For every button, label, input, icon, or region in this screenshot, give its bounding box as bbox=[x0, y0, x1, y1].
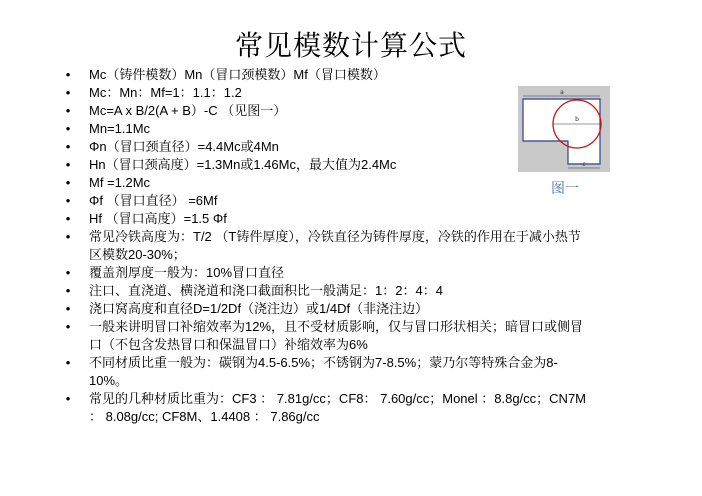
list-item: • 覆盖剂厚度一般为：10%冒口直径 bbox=[62, 264, 632, 282]
bullet-icon: • bbox=[65, 103, 71, 118]
bullet-icon: • bbox=[65, 283, 71, 298]
bullet-icon: • bbox=[65, 139, 71, 154]
bullet-icon: • bbox=[65, 301, 71, 316]
bullet-icon: • bbox=[65, 157, 71, 172]
slide-title: 常见模数计算公式 bbox=[234, 29, 467, 62]
list-item: • 不同材质比重一般为：碳钢为4.5-6.5%；不锈钢为7-8.5%；蒙乃尔等特殊合金为8-10%。 bbox=[62, 354, 632, 390]
list-item: • 浇口窝高度和直径D=1/2Df（浇注边）或1/4Df（非浇注边） bbox=[62, 300, 632, 318]
dimension-c-label: c bbox=[582, 161, 586, 168]
bullet-icon: • bbox=[65, 67, 71, 82]
list-item: • 注口、直浇道、横浇道和浇口截面积比一般满足：1：2：4：4 bbox=[62, 282, 632, 300]
list-item: • Mf =1.2Mc bbox=[62, 174, 632, 192]
list-item: • Φf （冒口直径） =6Mf bbox=[62, 192, 632, 210]
bullet-icon: • bbox=[65, 319, 71, 334]
bullet-icon: • bbox=[65, 229, 71, 244]
bullet-icon: • bbox=[65, 85, 71, 100]
list-item: • Mc=A x B/2(A + B）-C （见图一） bbox=[62, 102, 632, 120]
modulus-diagram bbox=[518, 86, 610, 172]
bullet-icon: • bbox=[65, 355, 71, 370]
bullet-icon: • bbox=[65, 121, 71, 136]
bullet-icon: • bbox=[65, 193, 71, 208]
list-item: • 一般来讲明冒口补缩效率为12%，且不受材质影响，仅与冒口形状相关；暗冒口或侧冒口（不包含发热冒口和保温冒口）补缩效率为6% bbox=[62, 318, 632, 354]
bullet-icon: • bbox=[65, 265, 71, 280]
bullet-icon: • bbox=[65, 391, 71, 406]
dimension-a-label: a bbox=[560, 89, 564, 96]
list-item: • Φn（冒口颈直径）=4.4Mc或4Mn bbox=[62, 138, 632, 156]
list-item: • Hn（冒口颈高度）=1.3Mn或1.46Mc，最大值为2.4Mc bbox=[62, 156, 632, 174]
list-item: • Mn=1.1Mc bbox=[62, 120, 632, 138]
list-item: • Mc：Mn：Mf=1：1.1：1.2 bbox=[62, 84, 632, 102]
bullet-icon: • bbox=[65, 211, 71, 226]
dimension-b-label: b bbox=[575, 116, 579, 123]
figure-caption: 图一 bbox=[551, 181, 579, 197]
list-item: • Hf （冒口高度）=1.5 Φf bbox=[62, 210, 632, 228]
list-item: • 常见的几种材质比重为：CF3 ： 7.81g/cc；CF8： 7.60g/cc；Monel ：8.8g/cc；CN7M ： 8.08g/cc; CF8M、1.4408 ： 7.86g/cc bbox=[62, 390, 632, 426]
bullet-icon: • bbox=[65, 175, 71, 190]
list-item: • Mc（铸件模数）Mn（冒口颈模数）Mf（冒口模数） bbox=[62, 66, 632, 84]
list-item: • 常见冷铁高度为：T/2 （T铸件厚度），冷铁直径为铸件厚度，冷铁的作用在于减小热节区模数20-30%； bbox=[62, 228, 632, 264]
